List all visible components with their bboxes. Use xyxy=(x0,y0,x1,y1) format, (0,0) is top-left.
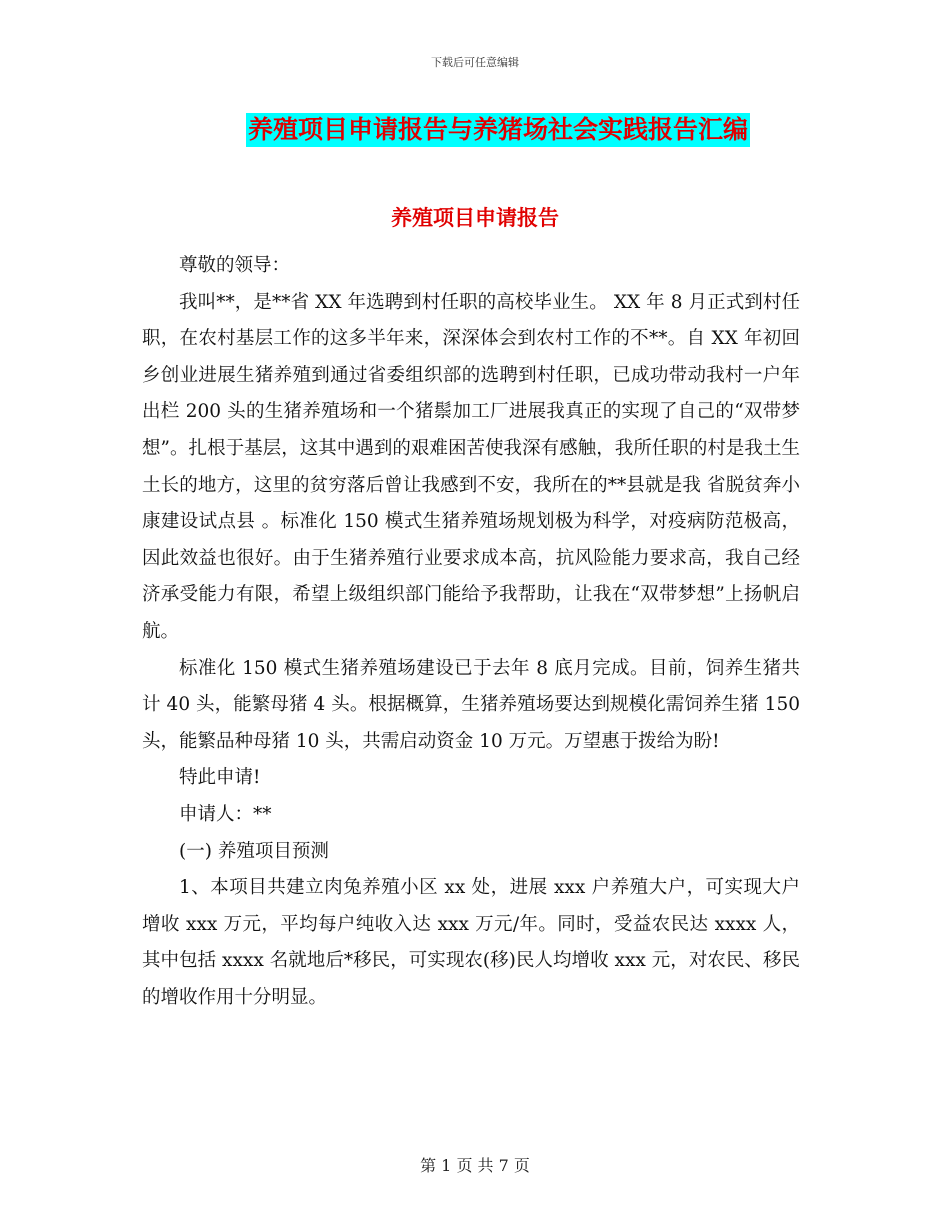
paragraph-forecast: 1、本项目共建立肉兔养殖小区 xx 处，进展 xxx 户养殖大户，可实现大户增收 xxx 万元，平均每户纯收入达 xxx 万元/年。同时，受益农民达 xxxx 人，其中包括 xxxx 名就地后*移民，可实现农(移)民人均增收 xxx 元，对农民、移民的增收作用十分明显。 xyxy=(142,877,800,1008)
section-title: 养殖项目申请报告 xyxy=(391,206,559,230)
applicant-line: 申请人：** xyxy=(179,803,272,825)
closing-request: 特此申请! xyxy=(179,767,261,789)
document-title-container xyxy=(0,113,950,147)
paragraph-funding: 标准化 150 模式生猪养殖场建设已于去年 8 底月完成。目前，饲养生猪共计 40 头，能繁母猪 4 头。根据概算，生猪养殖场要达到规模化需饲养生猪 150 头，能繁品种母猪 10 头，共需启动资金 10 万元。万望惠于拨给为盼! xyxy=(142,657,800,752)
salutation: 尊敬的领导： xyxy=(179,255,291,276)
paragraph-intro: 我叫**，是**省 XX 年选聘到村任职的高校毕业生。 XX 年 8 月正式到村任职，在农村基层工作的这多半年来，深深体会到农村工作的不**。自 XX 年初回乡创业进展生猪养殖到通过省委组织部的选聘到村任职，已成功带动我村一户年出栏 200 头的生猪养殖场和一个猪鬃加工厂进展我真正的实现了自己的“双带梦想”。扎根于基层，这其中遇到的艰难困苦使我深有感触，我所任职的村是我土生土长的地方，这里的贫穷落后曾让我感到不安，我所在的**县就是我 省脱贫奔小康建设试点县 。标准化 150 模式生猪养殖场规划极为科学，对疫病防范极高，因此效益也很好。由于生猪养殖行业要求成本高，抗风险能力要求高，我自己经济承受能力有限，希望上级组织部门能给予我帮助，让我在“双带梦想”上扬帆启航。 xyxy=(142,291,800,642)
document-title: 养殖项目申请报告与养猪场社会实践报告汇编 xyxy=(246,113,750,147)
body-text xyxy=(142,248,800,1016)
page-number-footer: 第 1 页 共 7 页 xyxy=(420,1156,530,1175)
header-note: 下载后可任意编辑 xyxy=(431,56,519,69)
subsection-heading: (一) 养殖项目预测 xyxy=(179,840,329,862)
